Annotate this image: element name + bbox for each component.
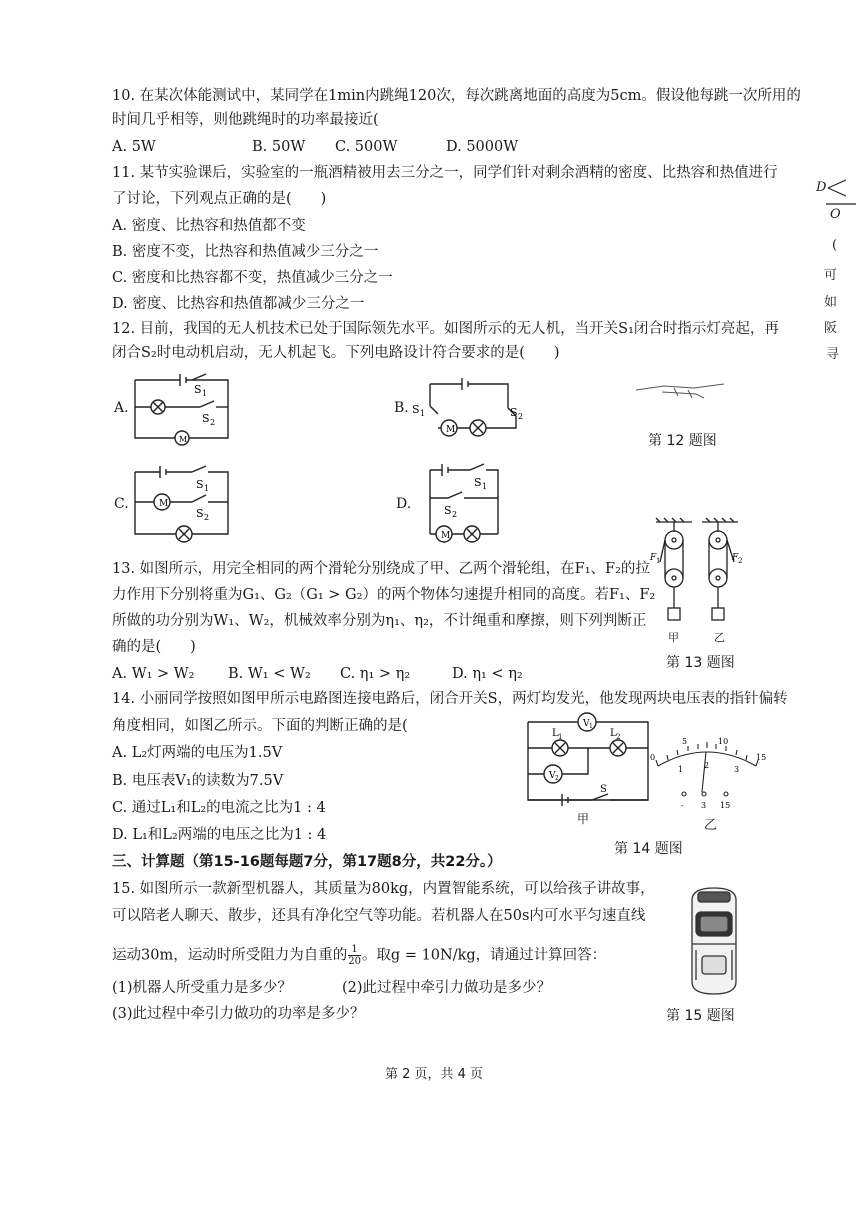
meter-sub-2: 2 xyxy=(704,761,710,770)
q15-fraction xyxy=(348,944,361,967)
q15-text-line2: 可以陪老人聊天、散步，还具有净化空气等功能。若机器人在50s内可水平匀速直线 xyxy=(112,908,646,924)
svg-text:M: M xyxy=(179,435,188,444)
svg-text:2: 2 xyxy=(204,513,210,522)
q13-text-line4: 确的是( ) xyxy=(112,639,196,655)
svg-text:1: 1 xyxy=(482,482,488,491)
q13-text-line1: 13. 如图所示，用完全相同的两个滑轮分别绕成了甲、乙两个滑轮组，在F₁、F₂的拉 xyxy=(112,561,650,577)
q14-label-yi: 乙 xyxy=(704,818,718,833)
svg-text:F: F xyxy=(650,553,657,563)
q15-line3-part-b: 。取g = 10N/kg，请通过计算回答： xyxy=(361,947,607,964)
q11-option-b: B. 密度不变，比热容和热值减少三分之一 xyxy=(112,244,379,260)
svg-text:1: 1 xyxy=(558,733,563,741)
q12-option-c-letter: C. xyxy=(114,496,129,512)
q15-caption: 第 15 题图 xyxy=(666,1008,735,1024)
svg-text:S: S xyxy=(600,784,607,795)
svg-text:S: S xyxy=(412,403,420,416)
q14-option-d: D. L₁和L₂两端的电压之比为1 : 4 xyxy=(112,827,327,843)
q11-text-line1: 11. 某节实验课后，实验室的一瓶酒精被用去三分之一，同学们针对剩余酒精的密度、比热容和热值进行 xyxy=(112,165,778,181)
q15-sub3: (3)此过程中牵引力做功的功率是多少？ xyxy=(112,1006,365,1022)
q13-caption: 第 13 题图 xyxy=(666,655,735,671)
q10-option-a: A. 5W xyxy=(112,139,156,155)
q15-text-line3 xyxy=(112,944,606,967)
svg-text:V: V xyxy=(549,771,556,781)
q15-fraction-den: 20 xyxy=(348,956,361,967)
svg-text:S: S xyxy=(194,383,202,396)
page-footer: 第 2 页，共 4 页 xyxy=(384,1067,484,1082)
section-3-heading: 三、计算题（第15-16题每题7分，第17题8分，共22分。） xyxy=(112,854,502,870)
q13-text-line2: 力作用下分别将重为G₁、G₂（G₁ > G₂）的两个物体匀速提升相同的高度。若F₁、F₂ xyxy=(112,587,656,603)
q14-voltmeter-yi xyxy=(648,732,766,812)
meter-terminal-15: 15 xyxy=(720,801,731,810)
q10-text-line2: 时间几乎相等，则他跳绳时的功率最接近( xyxy=(112,112,379,128)
q12-caption: 第 12 题图 xyxy=(648,433,717,449)
svg-text:L: L xyxy=(552,728,559,739)
q12-circuit-c xyxy=(128,464,240,542)
q10-text-line1: 10. 在某次体能测试中，某同学在1min内跳绳120次，每次跳离地面的高度为5cm。假设他每跳一次所用的 xyxy=(112,88,801,104)
q15-robot-image xyxy=(682,884,746,998)
svg-text:L: L xyxy=(610,728,617,739)
edge-fragment-ke: 可 xyxy=(824,268,838,283)
q10-option-c: C. 500W xyxy=(335,139,398,155)
svg-text:M: M xyxy=(441,531,451,541)
q12-circuit-b xyxy=(412,378,532,438)
svg-text:S: S xyxy=(196,478,204,491)
svg-text:2: 2 xyxy=(738,557,743,565)
q11-option-a: A. 密度、比热容和热值都不变 xyxy=(112,218,306,234)
svg-text:M: M xyxy=(446,425,456,435)
svg-text:S: S xyxy=(196,507,204,520)
meter-terminal-3: 3 xyxy=(701,801,707,810)
meter-scale-10: 10 xyxy=(718,737,729,746)
meter-scale-0: 0 xyxy=(650,753,656,762)
q15-fraction-num: 1 xyxy=(348,944,361,956)
edge-fragment-ru: 如 xyxy=(824,295,838,310)
svg-text:S: S xyxy=(510,406,518,419)
svg-text:1: 1 xyxy=(420,409,426,418)
meter-sub-3: 3 xyxy=(734,765,740,774)
q13-text-line3: 所做的功分别为W₁、W₂，机械效率分别为η₁、η₂，不计绳重和摩擦，则下列判断正 xyxy=(112,613,647,629)
q13-option-c: C. η₁ > η₂ xyxy=(340,666,411,682)
q14-option-a: A. L₂灯两端的电压为1.5V xyxy=(112,745,283,761)
q11-option-c: C. 密度和比热容都不变，热值减少三分之一 xyxy=(112,270,393,286)
q10-option-d: D. 5000W xyxy=(446,139,519,155)
q14-label-jia: 甲 xyxy=(577,812,590,826)
q12-option-d-letter: D. xyxy=(396,496,412,512)
edge-angle-mark xyxy=(826,178,856,208)
svg-text:2: 2 xyxy=(555,775,559,782)
q13-label-yi: 乙 xyxy=(714,631,725,644)
q13-option-d: D. η₁ < η₂ xyxy=(452,666,523,682)
meter-scale-15: 15 xyxy=(756,753,767,762)
q15-sub1: (1)机器人所受重力是多少？ xyxy=(112,980,293,996)
edge-fragment-o: O xyxy=(830,207,841,222)
svg-text:1: 1 xyxy=(589,723,593,730)
q14-option-b: B. 电压表V₁的读数为7.5V xyxy=(112,773,284,789)
q12-option-b-letter: B. xyxy=(394,400,409,416)
edge-fragment-xun: 寻 xyxy=(826,347,840,362)
meter-sub-1: 1 xyxy=(678,765,684,774)
svg-text:V: V xyxy=(583,719,590,729)
q13-pulley-figure xyxy=(646,518,746,636)
q12-circuit-d xyxy=(414,462,526,544)
q14-caption: 第 14 题图 xyxy=(614,841,683,857)
svg-text:S: S xyxy=(444,504,452,517)
q13-option-b: B. W₁ < W₂ xyxy=(228,666,311,682)
svg-text:2: 2 xyxy=(452,510,458,519)
svg-text:2: 2 xyxy=(210,418,216,427)
q11-text-line2: 了讨论，下列观点正确的是( ) xyxy=(112,191,327,207)
svg-text:1: 1 xyxy=(204,484,210,493)
svg-text:S: S xyxy=(202,412,210,425)
q12-circuit-a xyxy=(128,374,238,446)
q14-option-c: C. 通过L₁和L₂的电流之比为1 : 4 xyxy=(112,800,326,816)
meter-terminal-neg: - xyxy=(681,801,684,810)
q14-text-line2: 角度相同，如图乙所示。下面的判断正确的是( xyxy=(112,718,408,734)
q10-option-b: B. 50W xyxy=(252,139,306,155)
q12-option-a-letter: A. xyxy=(114,400,129,416)
svg-text:F: F xyxy=(732,553,739,563)
q13-option-a: A. W₁ > W₂ xyxy=(112,666,195,682)
edge-fragment-paren: ( xyxy=(832,238,838,253)
q12-drone-image xyxy=(634,376,734,404)
svg-text:2: 2 xyxy=(518,412,524,421)
edge-fragment-d: D xyxy=(816,180,827,195)
q12-text-line2: 闭合S₂时电动机启动，无人机起飞。下列电路设计符合要求的是( ) xyxy=(112,345,560,361)
q14-text-line1: 14. 小丽同学按照如图甲所示电路图连接电路后，闭合开关S，两灯均发光，他发现两块电压表的指针偏转 xyxy=(112,691,788,707)
svg-text:M: M xyxy=(159,499,169,509)
q12-text-line1: 12. 目前，我国的无人机技术已处于国际领先水平。如图所示的无人机，当开关S₁闭合时指示灯亮起，再 xyxy=(112,321,779,337)
svg-text:S: S xyxy=(474,476,482,489)
q15-line3-part-a: 运动30m，运动时所受阻力为自重的 xyxy=(112,947,348,964)
q15-text-line1: 15. 如图所示一款新型机器人，其质量为80kg，内置智能系统，可以给孩子讲故事， xyxy=(112,881,655,897)
q13-label-jia: 甲 xyxy=(668,631,679,644)
meter-scale-5: 5 xyxy=(682,737,688,746)
svg-text:1: 1 xyxy=(656,557,661,565)
svg-text:2: 2 xyxy=(616,733,621,741)
edge-fragment-ban: 阪 xyxy=(824,321,838,336)
q11-option-d: D. 密度、比热容和热值都减少三分之一 xyxy=(112,296,365,312)
q14-circuit-jia xyxy=(522,708,656,816)
q15-sub2: (2)此过程中牵引力做功是多少？ xyxy=(342,980,552,996)
svg-text:1: 1 xyxy=(202,389,208,398)
